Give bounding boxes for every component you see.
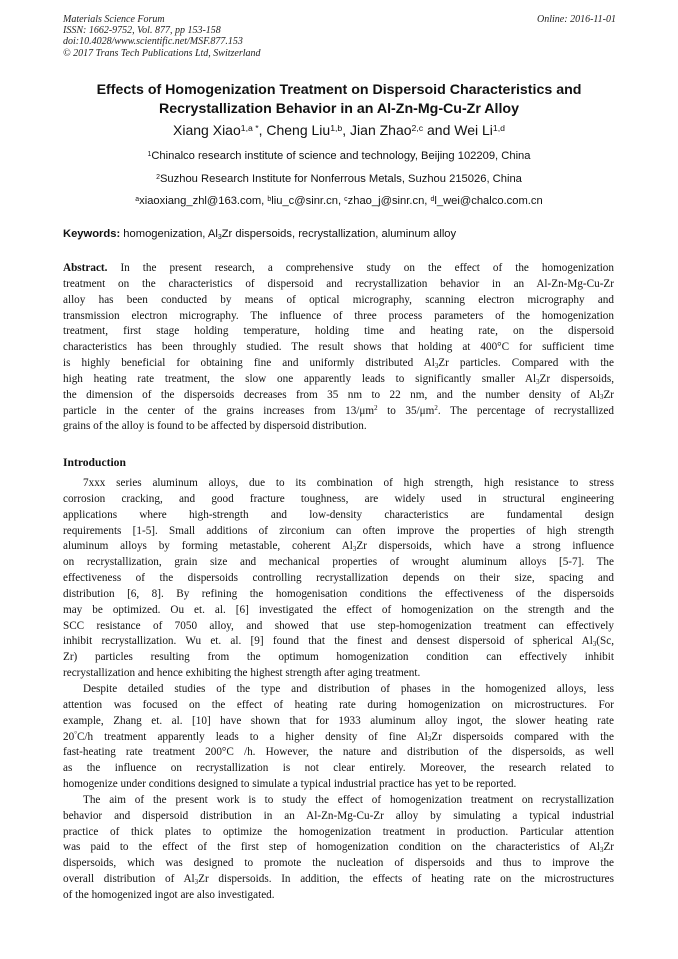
abstract-line: particle in the center of the grains increases from $13/\mu m^2$ to $35/\mu m^2$. The percentage of recrystallized xyxy=(63,404,614,417)
doi-line: doi:10.4028/www.scientific.net/MSF.877.153 xyxy=(63,36,243,48)
author-4: Wei Li$^{1,d}$ xyxy=(454,122,505,138)
affiliation-2-marker: 2 xyxy=(156,173,160,181)
title-line-1: Effects of Homogenization Treatment on Dispersoid Characteristics and xyxy=(96,82,582,98)
intro-line: may be optimized. Ou et. al. [6] investigated the effect of homogenization on the strength and the xyxy=(63,603,614,616)
email-3: $^c$zhao_j@sinr.cn, xyxy=(344,195,431,207)
intro-line: The aim of the present work is to study the effect of homogenization treatment on recrystallization xyxy=(83,793,614,806)
keywords-label: Keywords: xyxy=(63,228,121,240)
affiliation-2 xyxy=(20,173,658,185)
introduction-body xyxy=(63,476,614,904)
author-2: Cheng Liu$^{1,b}$, xyxy=(266,122,351,138)
abstract-line: alloy has been conducted by means of optical micrography, scanning electron micrography and xyxy=(63,293,614,306)
affiliation-1-marker: 1 xyxy=(147,150,152,158)
intro-line: of the homogenized ingot are also investigated. xyxy=(63,888,275,901)
intro-line: as the influence on recrystallization is not clear entirely. Moreover, the research related to xyxy=(63,762,614,775)
email-4: $^d$l_wei@chalco.com.cn xyxy=(430,195,543,207)
title-line-2: Recrystallization Behavior in an Al-Zn-Mg-Cu-Zr Alloy xyxy=(159,100,519,117)
abstract-line: treatment on the characteristics of dispersoid and recrystallization behavior in an Al-Zn-Mg-Cu-Zr xyxy=(63,277,614,290)
abstract-line: grains of the alloy is found to be affected by dispersoid distribution. xyxy=(63,420,367,433)
abstract-line: the dimension of the dispersoids decreases from 35 nm to 22 nm, and the number density of $Al_3Zr$ xyxy=(63,388,614,402)
intro-line: homogenize under conditions designed to simulate a typical industrial practice has yet to be reported. xyxy=(63,778,517,791)
abstract xyxy=(63,261,614,435)
author-3: Jian Zhao$^{2,c}$ and xyxy=(350,122,455,138)
abstract-line: high heating rate treatment, the slow one apparently leads to significantly smaller $Al_3Zr$ dispersoids, xyxy=(63,372,614,386)
abstract-line: treatment, first stage holding temperature, holding time and heating rate, on the dispersoid xyxy=(63,325,614,338)
journal-header xyxy=(63,14,616,59)
email-list xyxy=(20,195,658,207)
intro-line: practice of thick plates to optimize the homogenization treatment in production. Particular attention xyxy=(63,825,614,838)
abstract-line: transmission electron micrography. The influence of three process parameters of the homogenization xyxy=(63,309,614,322)
keywords-text: homogenization, $Al_3Zr$ dispersoids, recrystallization, aluminum alloy xyxy=(120,228,457,241)
intro-line: fast-heating rate treatment 200°C /h. However, the nature and distribution of the dispersoids, as well xyxy=(63,746,614,759)
keywords xyxy=(63,228,616,240)
abstract-line: Abstract. In the present research, a comprehensive study on the effect of the homogenization xyxy=(63,262,614,274)
intro-line: 7xxx series aluminum alloys, due to its combination of high strength, high resistance to stress xyxy=(83,477,614,489)
intro-line: requirements [1-5]. Small additions of zirconium can often improve the properties of high strength xyxy=(63,524,614,537)
intro-line: example, Zhang et. al. [10] have shown that for 1933 aluminum alloy ingot, the slower heating rate xyxy=(63,714,614,727)
introduction-heading: Introduction xyxy=(63,456,126,469)
issn-line: ISSN: 1662-9752, Vol. 877, pp 153-158 xyxy=(63,25,221,37)
intro-line: behavior and dispersoid distribution in an Al-Zn-Mg-Cu-Zr alloy by simulating a typical industrial xyxy=(63,809,614,822)
intro-line: dispersoids, which was designed to promote the nucleation of dispersoids and thus to improve the xyxy=(63,857,614,870)
intro-line: on recrystallization, grain size and mechanical properties of wrought aluminum alloys [5-7]. The xyxy=(63,556,614,569)
intro-line: distribution [6, 8]. By refining the homogenisation conditions the effectiveness of the dispersoids xyxy=(63,587,614,600)
author-1: Xiang Xiao$^{1,a *}$, xyxy=(173,122,267,138)
author-list xyxy=(20,122,658,138)
online-date: Online: 2016-11-01 xyxy=(537,14,616,25)
email-1: $^a$xiaoxiang_zhl@163.com, xyxy=(135,195,268,207)
intro-line: Despite detailed studies of the type and distribution of phases in the homogenized alloys, less xyxy=(83,682,614,695)
intro-line: aluminum alloys by forming metastable, coherent $Al_3Zr$ dispersoids, which have a strong influence xyxy=(63,540,614,554)
intro-line: effectiveness of the dispersoids controlling recrystallization depends on their size, spacing and xyxy=(63,572,614,585)
intro-line: corrosion cracking, and good fracture toughness, are widely used in structural engineering xyxy=(63,492,614,505)
abstract-line: is highly beneficial for obtaining fine and uniformly distributed $Al_3Zr$ particles. Compared with the xyxy=(63,357,614,370)
intro-line: was paid to the effect of the first step of homogenization condition on the characteristics of $Al_3Zr$ xyxy=(63,841,614,855)
intro-line: inhibit recrystallization. Wu et. al. [9] found that the finest and densest dispersoid of spherical $Al_3(Sc$, xyxy=(63,635,614,649)
intro-line: recrystallization and hence exhibiting the highest strength after aging treatment. xyxy=(63,667,421,680)
affiliation-2-text: Suzhou Research Institute for Nonferrous Metals, Suzhou 215026, China xyxy=(159,173,522,185)
intro-line: SCC resistance of 7050 alloy, and showed that use step-homogenization treatment can effectively xyxy=(63,619,614,632)
journal-name: Materials Science Forum xyxy=(63,14,165,25)
intro-line: overall distribution of $Al_3Zr$ dispersoids. In addition, the effects of heating rate on the microstructures xyxy=(63,873,614,886)
intro-line: Zr) particles resulting from the optimum homogenization condition can effectively inhibit xyxy=(63,651,614,664)
intro-line: applications where high-strength and low-density characteristics are fundamental design xyxy=(63,508,614,521)
intro-line: 20°C/h treatment apparently leads to a higher density of fine $Al_3Zr$ dispersoids compared with the xyxy=(63,730,614,744)
email-2: $^b$liu_c@sinr.cn, xyxy=(267,195,345,207)
affiliation-1 xyxy=(20,150,658,162)
abstract-line: characteristics has been throughly studied. The result shows that holding at 400°C for sufficient time xyxy=(63,341,614,354)
paper-title xyxy=(30,81,648,118)
copyright-line: © 2017 Trans Tech Publications Ltd, Switzerland xyxy=(63,47,261,59)
affiliation-1-text: Chinalco research institute of science and technology, Beijing 102209, China xyxy=(151,150,531,162)
intro-line: attention was focused on the effect of heating rate during homogenization on microstructures. For xyxy=(63,698,614,711)
